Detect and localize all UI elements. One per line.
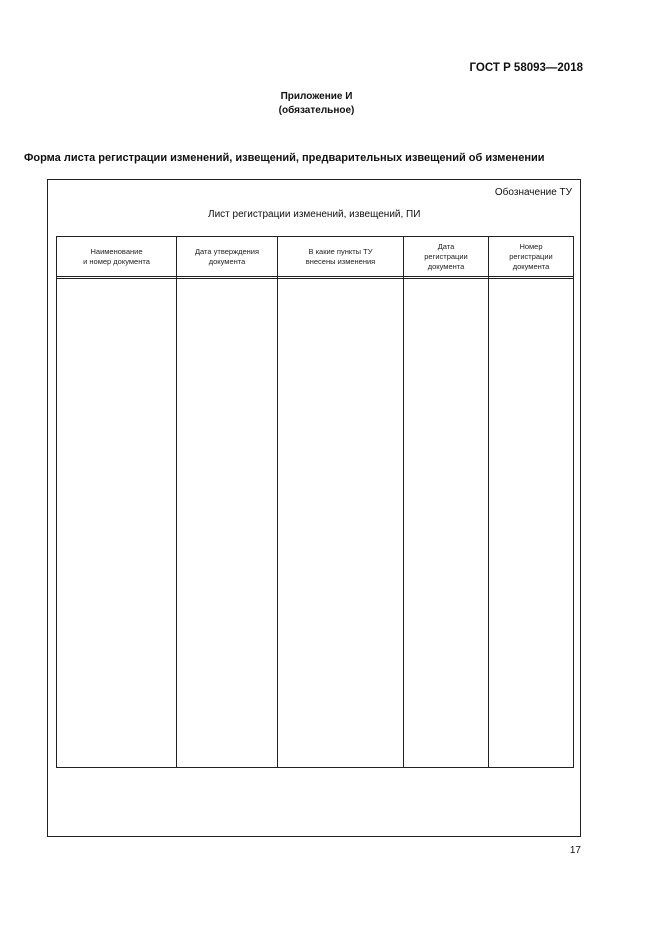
page-number: 17: [569, 845, 581, 856]
tu-designation-label: Обозначение ТУ: [494, 187, 572, 198]
appendix-status: (обязательное): [278, 105, 355, 116]
column-header-approval-date: Дата утверждения документа: [194, 246, 260, 266]
header-divider: [57, 276, 573, 279]
sheet-title: Лист регистрации изменений, извещений, ПИ: [208, 209, 421, 220]
registration-table: [56, 236, 574, 768]
column-divider: [277, 237, 278, 767]
appendix-title: Приложение И: [280, 91, 353, 102]
appendix-heading: [0, 90, 633, 118]
column-divider: [176, 237, 177, 767]
column-header-document-name: Наименование и номер документа: [83, 246, 150, 266]
form-title: Форма листа регистрации изменений, извещений, предварительных извещений об изменении: [24, 152, 545, 164]
column-divider: [488, 237, 489, 767]
standard-code: ГОСТ Р 58093—2018: [469, 62, 583, 74]
column-header-changed-clauses: В какие пункты ТУ внесены изменения: [305, 246, 376, 266]
column-header-registration-number: Номер регистрации документа: [509, 241, 553, 271]
column-divider: [403, 237, 404, 767]
column-header-registration-date: Дата регистрации документа: [424, 241, 468, 271]
